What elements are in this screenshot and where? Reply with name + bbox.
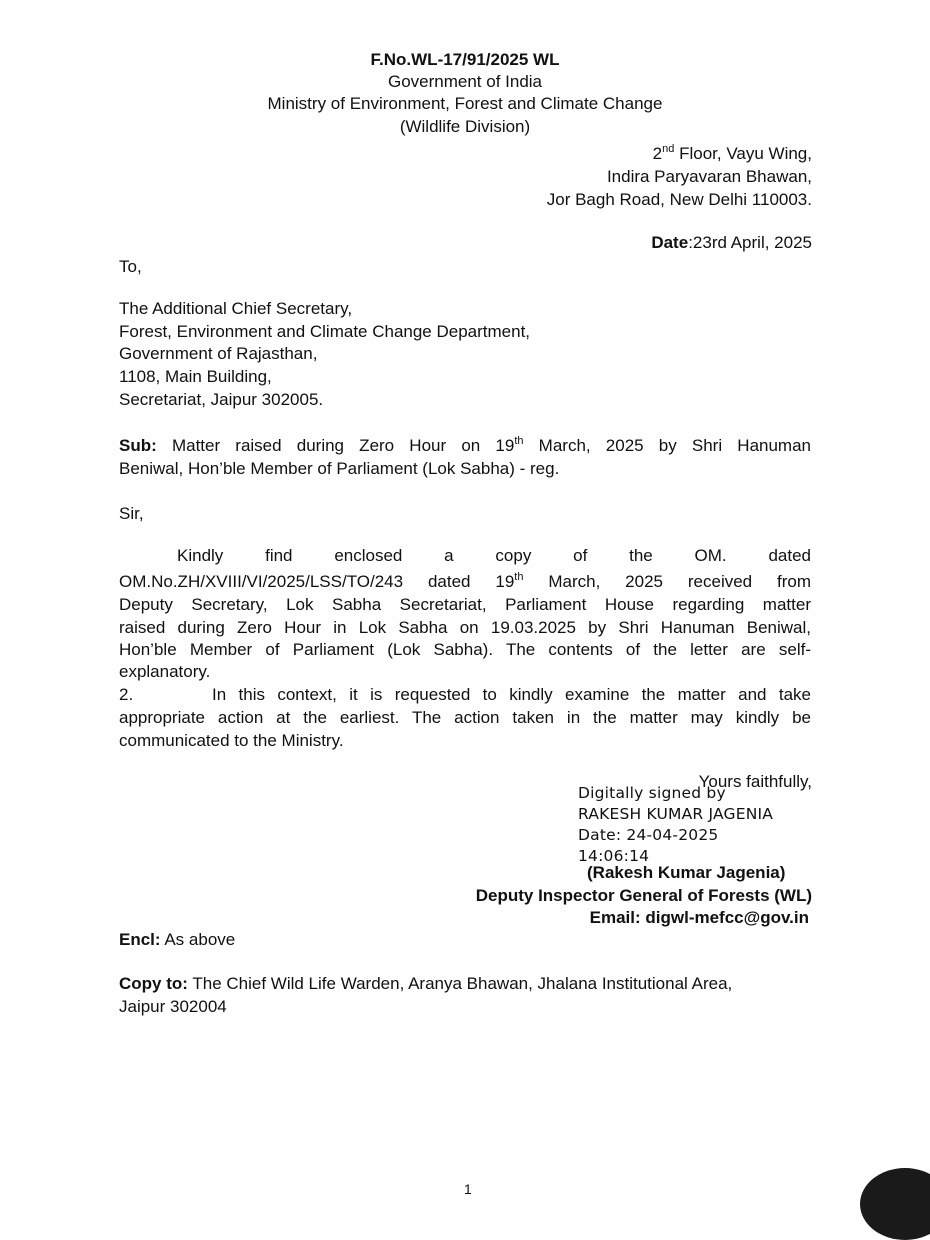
recipient-line-3: Government of Rajasthan, (119, 344, 318, 363)
para1-line-2 (119, 571, 811, 593)
signatory-name: (Rakesh Kumar Jagenia) (587, 863, 786, 882)
para1-line-1: Kindly find enclosed a copy of the OM. dated (177, 546, 811, 565)
subject-superscript: th (514, 435, 524, 447)
digital-signature-line-2: RAKESH KUMAR JAGENIA (578, 805, 774, 823)
subject-line-2: Beniwal, Hon’ble Member of Parliament (Lok Sabha) - reg. (119, 459, 560, 478)
para1-line-5: Hon’ble Member of Parliament (Lok Sabha). The contents of the letter are self- (119, 640, 811, 659)
address-line-1 (653, 143, 812, 165)
floor-rest: Floor, Vayu Wing, (674, 144, 812, 163)
digital-signature-line-4: 14:06:14 (578, 847, 650, 865)
closing: Yours faithfully, (698, 772, 812, 791)
address-line-2: Indira Paryavaran Bhawan, (606, 167, 812, 186)
para2-line-3: communicated to the Ministry. (119, 731, 344, 750)
subject-label: Sub: (119, 436, 157, 455)
subject-text-a: Matter raised during Zero Hour on 19 (156, 436, 515, 455)
copy-to-line-1 (119, 973, 732, 995)
division-name: (Wildlife Division) (399, 117, 531, 136)
para2-number: 2. (119, 685, 134, 704)
para1-line-4: raised during Zero Hour in Lok Sabha on 19.03.2025 by Shri Hanuman Beniwal, (119, 618, 811, 637)
para1-line-6: explanatory. (119, 662, 211, 681)
floor-number: 2 (652, 144, 663, 163)
floor-superscript: nd (662, 143, 675, 155)
salutation: Sir, (119, 504, 144, 523)
recipient-line-5: Secretariat, Jaipur 302005. (119, 390, 324, 409)
recipient-line-2: Forest, Environment and Climate Change Department, (119, 322, 531, 341)
government-name: Government of India (387, 72, 543, 91)
para1-line-3: Deputy Secretary, Lok Sabha Secretariat, Parliament House regarding matter (119, 595, 811, 614)
recipient-line-4: 1108, Main Building, (119, 367, 272, 386)
date-value: :23rd April, 2025 (688, 233, 812, 252)
para2-line-1: In this context, it is requested to kindly examine the matter and take (212, 685, 811, 704)
om-received-text: March, 2025 received from (523, 572, 812, 591)
om-date-superscript: th (514, 571, 524, 583)
page-number: 1 (464, 1181, 472, 1197)
copy-to-line-2: Jaipur 302004 (119, 997, 227, 1016)
om-reference-text: OM.No.ZH/XVIII/VI/2025/LSS/TO/243 dated 19 (119, 572, 515, 591)
subject-text-b: March, 2025 by Shri Hanuman (523, 436, 811, 455)
recipient-line-1: The Additional Chief Secretary, (119, 299, 353, 318)
copy-to-label: Copy to: (119, 974, 188, 993)
address-line-3: Jor Bagh Road, New Delhi 110003. (546, 190, 812, 209)
date-label: Date (651, 233, 689, 252)
to-label: To, (119, 257, 142, 276)
file-number: F.No.WL-17/91/2025 WL (370, 50, 560, 69)
letter-date (651, 232, 812, 254)
signatory-designation: Deputy Inspector General of Forests (WL) (475, 886, 812, 905)
digital-signature-line-1: Digitally signed by (578, 784, 726, 802)
corner-shadow (860, 1168, 930, 1240)
enclosure (119, 929, 235, 951)
enclosure-value: As above (160, 930, 236, 949)
copy-to-text: The Chief Wild Life Warden, Aranya Bhawan, Jhalana Institutional Area, (187, 974, 733, 993)
subject-line-1 (119, 435, 811, 457)
signatory-email: Email: digwl-mefcc@gov.in (589, 908, 809, 927)
ministry-name: Ministry of Environment, Forest and Climate Change (267, 94, 663, 113)
digital-signature-line-3: Date: 24-04-2025 (578, 826, 719, 844)
enclosure-label: Encl: (119, 930, 161, 949)
para2-line-2: appropriate action at the earliest. The action taken in the matter may kindly be (119, 708, 811, 727)
